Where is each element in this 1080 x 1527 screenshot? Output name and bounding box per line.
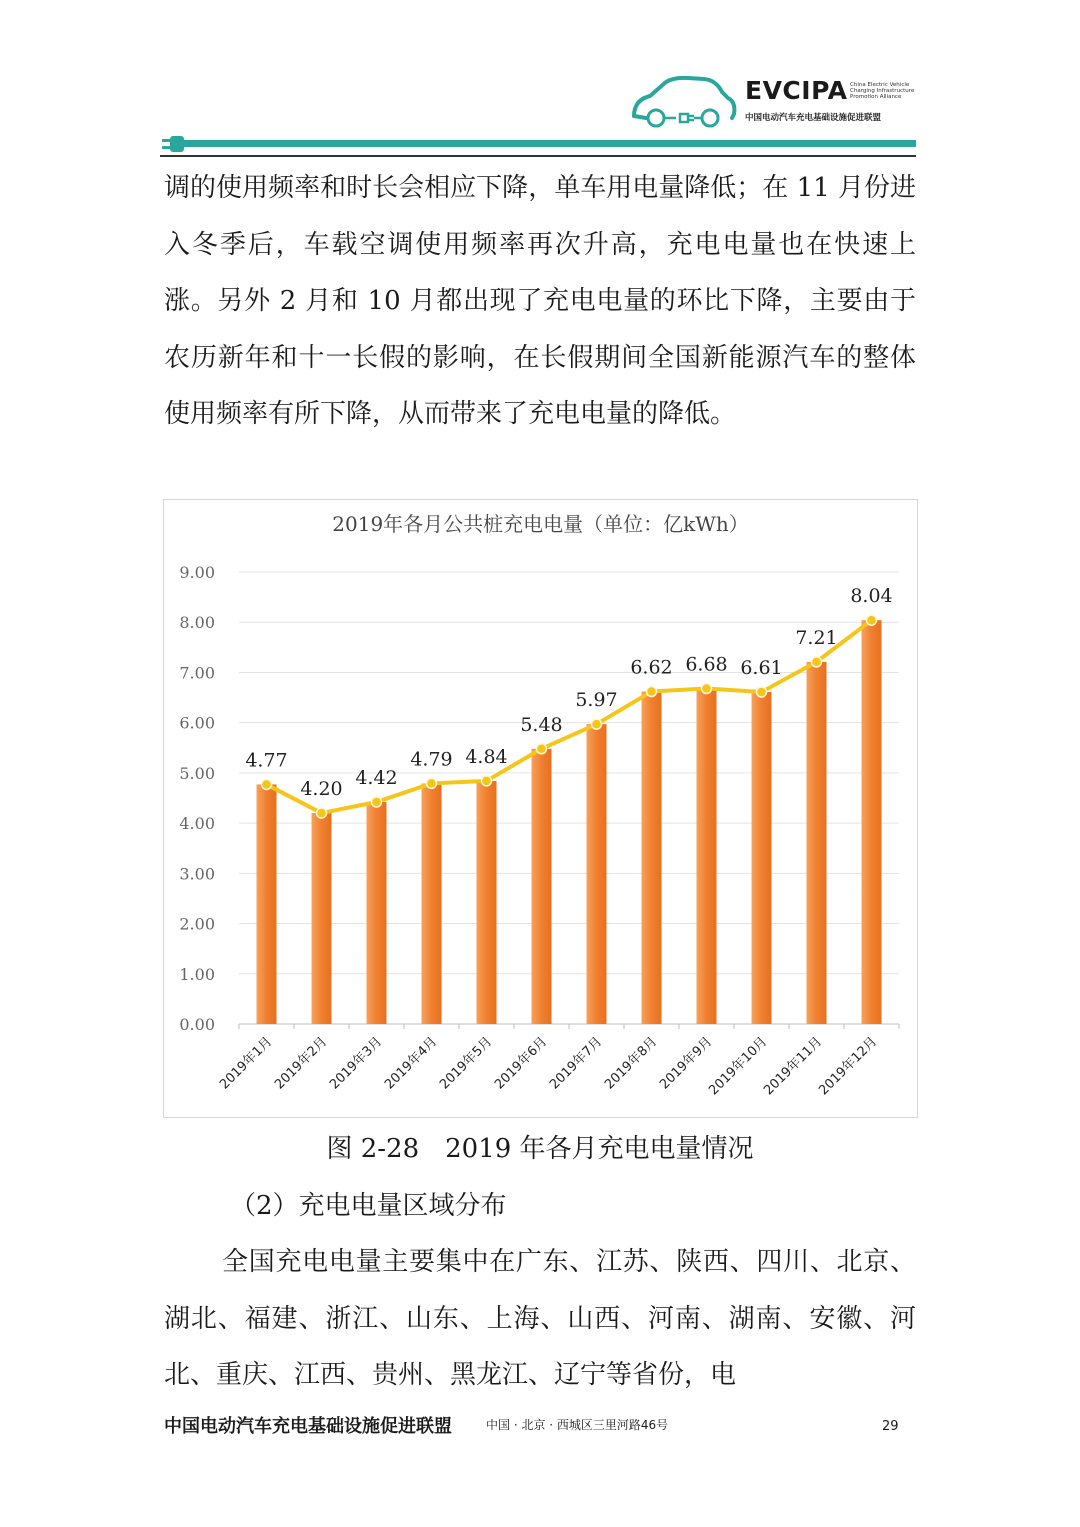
line-point — [317, 808, 327, 818]
x-tick-label: 2019年5月 — [437, 1034, 496, 1093]
x-tick-label: 2019年4月 — [382, 1034, 441, 1093]
y-tick-label: 5.00 — [179, 763, 215, 783]
data-label: 6.62 — [630, 656, 673, 679]
data-label: 4.20 — [300, 778, 343, 801]
footer-address: 中国 · 北京 · 西城区三里河路46号 — [486, 1418, 669, 1432]
line-point — [427, 778, 437, 788]
brand-chinese-name: 中国电动汽车充电基础设施促进联盟 — [745, 113, 882, 123]
bar — [477, 781, 497, 1024]
data-label: 6.68 — [685, 653, 728, 676]
bar-line-chart — [164, 500, 917, 1117]
x-tick-label: 2019年12月 — [816, 1034, 881, 1099]
bar — [257, 784, 277, 1024]
y-tick-label: 8.00 — [179, 613, 215, 633]
header-divider — [160, 155, 916, 157]
brand-name: EVCIPA — [745, 76, 848, 105]
data-label: 5.48 — [520, 713, 563, 736]
page-number: 29 — [882, 1419, 899, 1434]
y-tick-label: 0.00 — [179, 1015, 215, 1034]
header-accent-bar — [176, 140, 916, 147]
y-tick-label: 1.00 — [179, 964, 215, 984]
x-tick-label: 2019年11月 — [761, 1034, 826, 1099]
line-point — [262, 779, 272, 789]
footer-org-name: 中国电动汽车充电基础设施促进联盟 — [164, 1416, 452, 1437]
line-point — [647, 687, 657, 697]
page-header — [0, 0, 1080, 165]
line-point — [757, 687, 767, 697]
bar — [807, 662, 827, 1024]
line-point — [702, 684, 712, 694]
data-label: 6.61 — [740, 657, 783, 680]
bar — [587, 724, 607, 1024]
line-point — [537, 744, 547, 754]
bar — [697, 689, 717, 1024]
brand-english-name: China Electric Vehicle Charging Infrastructure Promotion Alliance — [850, 82, 915, 100]
y-tick-label: 3.00 — [179, 864, 215, 884]
x-tick-label: 2019年1月 — [217, 1034, 276, 1093]
bar — [312, 813, 332, 1024]
body-paragraph-1: 调的使用频率和时长会相应下降，单车用电量降低；在 11 月份进入冬季后，车载空调使用频率再次升高，充电电量也在快速上涨。另外 2 月和 10 月都出现了充电电量的环比下降，主要由于农历新年和十一长假的影响，在长假期间全国新能源汽车的整体使用频率有所下降，从而带来了充电电量的降低。 — [164, 173, 916, 429]
data-label: 4.84 — [465, 745, 508, 768]
line-point — [812, 657, 822, 667]
data-label: 8.04 — [850, 585, 893, 608]
x-tick-label: 2019年8月 — [602, 1034, 661, 1093]
section-subheading: （2）充电电量区域分布 — [230, 1191, 507, 1221]
data-label: 4.42 — [355, 767, 398, 790]
data-label: 7.21 — [795, 626, 838, 649]
line-point — [592, 719, 602, 729]
x-tick-label: 2019年2月 — [272, 1034, 331, 1093]
bar — [642, 692, 662, 1024]
bar — [422, 783, 442, 1024]
electric-car-logo-icon — [628, 74, 740, 130]
y-tick-label: 9.00 — [179, 563, 215, 582]
y-tick-label: 4.00 — [179, 814, 215, 834]
x-tick-label: 2019年10月 — [706, 1034, 771, 1099]
body-paragraph-2: 全国充电电量主要集中在广东、江苏、陕西、四川、北京、湖北、福建、浙江、山东、上海、山西、河南、湖南、安徽、河北、重庆、江西、贵州、黑龙江、辽宁等省份，电 — [164, 1247, 916, 1390]
bar — [862, 620, 882, 1024]
x-tick-label: 2019年6月 — [492, 1034, 551, 1093]
y-tick-label: 6.00 — [179, 713, 215, 733]
x-tick-label: 2019年9月 — [657, 1034, 716, 1093]
bar — [752, 692, 772, 1024]
data-label: 5.97 — [575, 689, 618, 712]
x-tick-label: 2019年7月 — [547, 1034, 606, 1093]
line-point — [372, 797, 382, 807]
line-point — [867, 615, 877, 625]
bar — [367, 802, 387, 1024]
line-point — [482, 776, 492, 786]
data-label: 4.77 — [245, 749, 288, 772]
bar — [532, 749, 552, 1024]
data-label: 4.79 — [410, 748, 453, 771]
x-tick-label: 2019年3月 — [327, 1034, 386, 1093]
chart-title: 2019年各月公共桩充电电量（单位：亿kWh） — [332, 512, 749, 536]
y-tick-label: 2.00 — [179, 914, 215, 934]
figure-caption: 图 2-28 2019 年各月充电电量情况 — [326, 1134, 754, 1164]
y-tick-label: 7.00 — [179, 663, 215, 683]
chart-container — [163, 499, 918, 1118]
